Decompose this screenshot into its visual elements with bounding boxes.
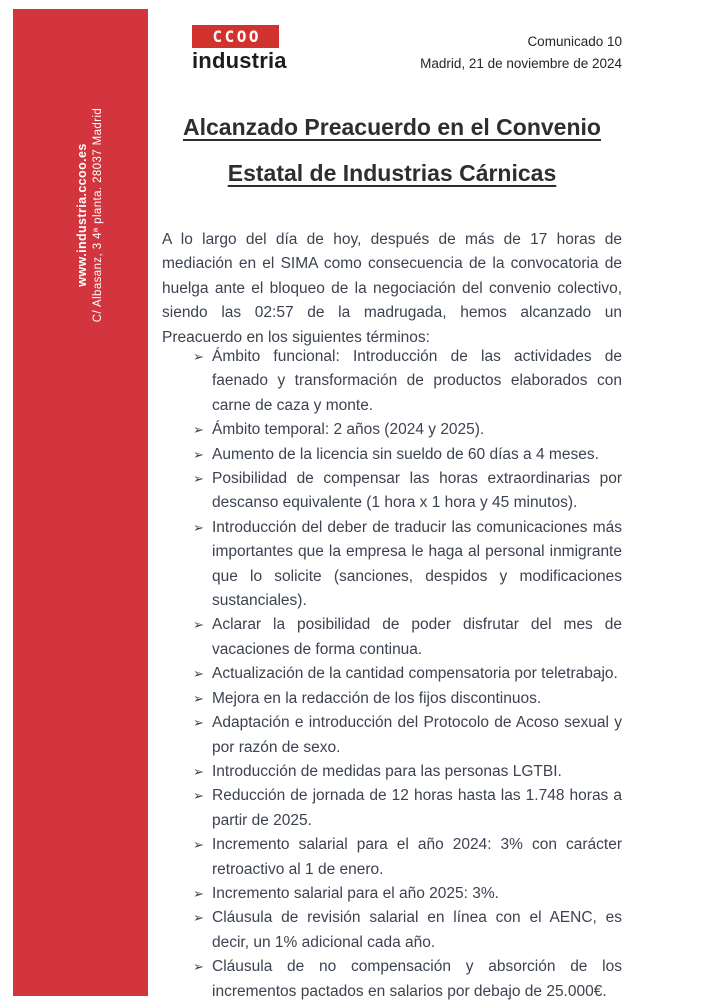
sidebar-rotated-text <box>75 45 111 385</box>
term-item-text: Aumento de la licencia sin sueldo de 60 días a 4 meses. <box>212 445 599 463</box>
comunicado-number: Comunicado 10 <box>527 34 622 49</box>
arrow-bullet-icon: ➢ <box>193 789 204 805</box>
arrow-bullet-icon: ➢ <box>193 667 204 683</box>
term-list-item <box>193 833 622 882</box>
term-list-item <box>193 760 622 784</box>
term-list-item <box>193 467 622 516</box>
term-list-item <box>193 443 622 467</box>
term-item-text: Adaptación e introducción del Protocolo de Acoso sexual y por razón de sexo. <box>212 714 622 756</box>
arrow-bullet-icon: ➢ <box>193 350 204 365</box>
arrow-bullet-icon: ➢ <box>193 691 204 707</box>
arrow-bullet-icon: ➢ <box>193 618 204 634</box>
sidebar-red-band <box>13 9 148 996</box>
term-item-text: Posibilidad de compensar las horas extraordinarias por descanso equivalente (1 hora x 1 hora y 45 minutos). <box>212 470 622 512</box>
term-item-text: Actualización de la cantidad compensatoria por teletrabajo. <box>212 665 618 683</box>
arrow-bullet-icon: ➢ <box>193 716 204 732</box>
arrow-bullet-icon: ➢ <box>193 886 204 902</box>
term-item-text: Introducción del deber de traducir las comunicaciones más importantes que la empresa le haga al personal inmigrante que lo solicite (sanciones, despidos y modificaciones sustanciales). <box>212 518 622 610</box>
term-item-text: Reducción de jornada de 12 horas hasta las 1.748 horas a partir de 2025. <box>212 787 622 829</box>
term-item-text: Cláusula de no compensación y absorción de los incrementos pactados en salarios por debajo de 25.000€. <box>212 958 622 1000</box>
title-line-1: Alcanzado Preacuerdo en el Convenio <box>183 114 601 140</box>
arrow-bullet-icon: ➢ <box>193 423 204 439</box>
term-list-item <box>193 687 622 711</box>
sidebar-address: C/ Albasanz, 3 4ª planta. 28037 Madrid <box>92 107 104 323</box>
term-item-text: Cláusula de revisión salarial en línea con el AENC, es decir, un 1% adicional cada año. <box>212 909 622 951</box>
arrow-bullet-icon: ➢ <box>193 960 204 976</box>
ccoo-industria-logo <box>192 25 287 73</box>
document-title <box>162 104 622 196</box>
arrow-bullet-icon: ➢ <box>193 447 204 463</box>
term-item-text: Incremento salarial para el año 2025: 3%. <box>212 884 499 902</box>
term-list-item <box>193 955 622 1004</box>
terms-list <box>193 345 622 1004</box>
term-list-item <box>193 906 622 955</box>
term-item-text: Mejora en la redacción de los fijos discontinuos. <box>212 689 542 707</box>
arrow-bullet-icon: ➢ <box>193 520 204 536</box>
document-header-meta <box>420 31 622 75</box>
term-item-text: Incremento salarial para el año 2024: 3% con carácter retroactivo al 1 de enero. <box>212 836 622 878</box>
term-list-item <box>193 711 622 760</box>
arrow-bullet-icon: ➢ <box>193 838 204 854</box>
term-item-text: Introducción de medidas para las personas LGTBI. <box>212 762 562 780</box>
term-list-item <box>193 613 622 662</box>
term-list-item <box>193 516 622 614</box>
term-item-text: Ámbito temporal: 2 años (2024 y 2025). <box>212 421 485 439</box>
term-item-text: Aclarar la posibilidad de poder disfrutar del mes de vacaciones de forma continua. <box>212 616 622 658</box>
term-list-item <box>193 882 622 906</box>
arrow-bullet-icon: ➢ <box>193 764 204 780</box>
ccoo-logo-industria-label: industria <box>192 48 287 73</box>
term-list-item <box>193 345 622 418</box>
intro-paragraph: A lo largo del día de hoy, después de más de 17 horas de mediación en el SIMA como consecuencia de la convocatoria de huelga ante el bloqueo de la negociación del convenio colectivo, siendo las 02:57 de la madrugada, hemos alcanzado un Preacuerdo en los siguientes términos: <box>162 231 622 346</box>
term-list-item <box>193 662 622 686</box>
sidebar-website-url: www.industria.ccoo.es <box>75 143 89 287</box>
term-list-item <box>193 418 622 442</box>
dateline: Madrid, 21 de noviembre de 2024 <box>420 56 622 71</box>
term-list-item <box>193 784 622 833</box>
arrow-bullet-icon: ➢ <box>193 472 204 488</box>
title-line-2: Estatal de Industrias Cárnicas <box>227 160 557 186</box>
term-item-text: Ámbito funcional: Introducción de las actividades de faenado y transformación de productos elaborados con carne de caza y monte. <box>212 348 622 414</box>
ccoo-logo-mark: CCOO <box>192 25 279 48</box>
arrow-bullet-icon: ➢ <box>193 911 204 927</box>
